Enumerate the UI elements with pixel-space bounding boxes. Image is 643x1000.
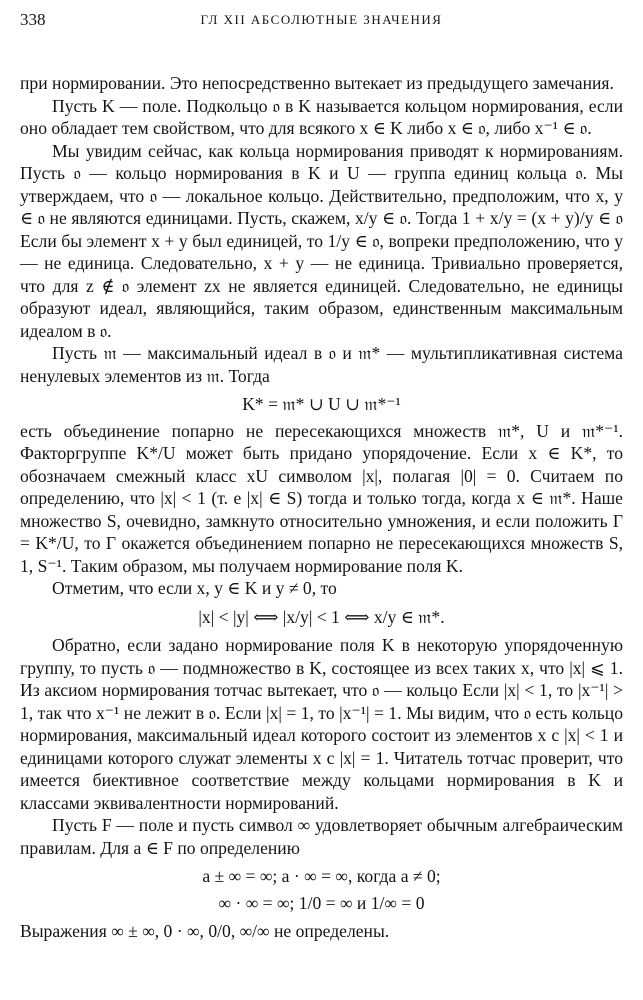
page-number: 338	[20, 10, 46, 29]
page-header	[20, 10, 623, 32]
display-formula-union: K* = 𝔪* ∪ U ∪ 𝔪*⁻¹	[242, 394, 401, 414]
display-formula-infinity-rules-2: ∞ · ∞ = ∞; 1/0 = ∞ и 1/∞ = 0	[218, 892, 425, 913]
paragraph-ordering: есть объединение попарно не пересекающихся множеств 𝔪*, U и 𝔪*⁻¹. Факторгруппе K*/U может быть придано упорядочение. Если x ∈ K*, то обозначаем смежный класс xU символом |x|, полагая |0| = 0. Считаем по определению, что |x| < 1 (т. е |x| ∈ S) тогда и только тогда, когда x ∈ 𝔪*. Наше множество S, очевидно, замкнуто относительно умножения, и если положить Γ = K*/U, то Γ окажется объединением попарно не пересекающихся множеств S, 1, S⁻¹. Таким образом, мы получаем нормирование поля K.	[20, 420, 623, 576]
paragraph-undefined: Выражения ∞ ± ∞, 0 · ∞, 0/0, ∞/∞ не определены.	[20, 921, 390, 941]
paragraph-note: Отметим, что если x, y ∈ K и y ≠ 0, то	[52, 578, 337, 598]
page-body	[20, 72, 623, 943]
display-formula-equivalence: |x| < |y| ⟺ |x/y| < 1 ⟺ x/y ∈ 𝔪*.	[198, 606, 445, 627]
running-title: ГЛ XII АБСОЛЮТНЫЕ ЗНАЧЕНИЯ	[200, 12, 443, 27]
display-formula-infinity-rules-1: a ± ∞ = ∞; a · ∞ = ∞, когда a ≠ 0;	[202, 866, 441, 886]
paragraph-maximal-ideal: Пусть 𝔪 — максимальный идеал в 𝔬 и 𝔪* — мультипликативная система ненулевых элементов из 𝔪. Тогда	[20, 343, 623, 386]
paragraph-infinity: Пусть F — поле и пусть символ ∞ удовлетворяет обычным алгебраическим правилам. Для a ∈ F по определению	[20, 815, 623, 858]
paragraph-valuation-ring-definition: Пусть K — поле. Подкольцо 𝔬 в K называется кольцом нормирования, если оно обладает тем свойством, что для всякого x ∈ K либо x ∈ 𝔬, либо x⁻¹ ∈ 𝔬.	[20, 95, 623, 138]
paragraph-local-ring: Мы увидим сейчас, как кольца нормирования приводят к нормированиям. Пусть 𝔬 — кольцо нормирования в K и U — группа единиц кольца 𝔬. Мы утверждаем, что 𝔬 — локальное кольцо. Действительно, предположим, что x, y ∈ 𝔬 не являются единицами. Пусть, скажем, x/y ∈ 𝔬. Тогда 1 + x/y = (x + y)/y ∈ 𝔬 Если бы элемент x + y был единицей, то 1/y ∈ 𝔬, вопреки предположению, что y — не единица. Следовательно, x + y — не единица. Тривиально проверяется, что для z ∉ 𝔬 элемент zx не является единицей. Следовательно, не единицы образуют идеал, являющийся, таким образом, единственным максимальным идеалом в 𝔬.	[20, 140, 623, 341]
paragraph-continuation: при нормировании. Это непосредственно вытекает из предыдущего замечания.	[20, 73, 614, 93]
paragraph-converse: Обратно, если задано нормирование поля K в некоторую упорядоченную группу, то пусть 𝔬 — подмножество в K, состоящее из всех таких x, что |x| ⩽ 1. Из аксиом нормирования тотчас вытекает, что 𝔬 — кольцо Если |x| < 1, то |x⁻¹| > 1, так что x⁻¹ не лежит в 𝔬. Если |x| = 1, то |x⁻¹| = 1. Мы видим, что 𝔬 есть кольцо нормирования, максимальный идеал которого состоит из элементов x с |x| < 1 и единицами которого служат элементы x с |x| = 1. Читатель тотчас проверит, что имеется биективное соответствие между кольцами нормирования в K и классами эквивалентности нормирований.	[20, 635, 623, 813]
